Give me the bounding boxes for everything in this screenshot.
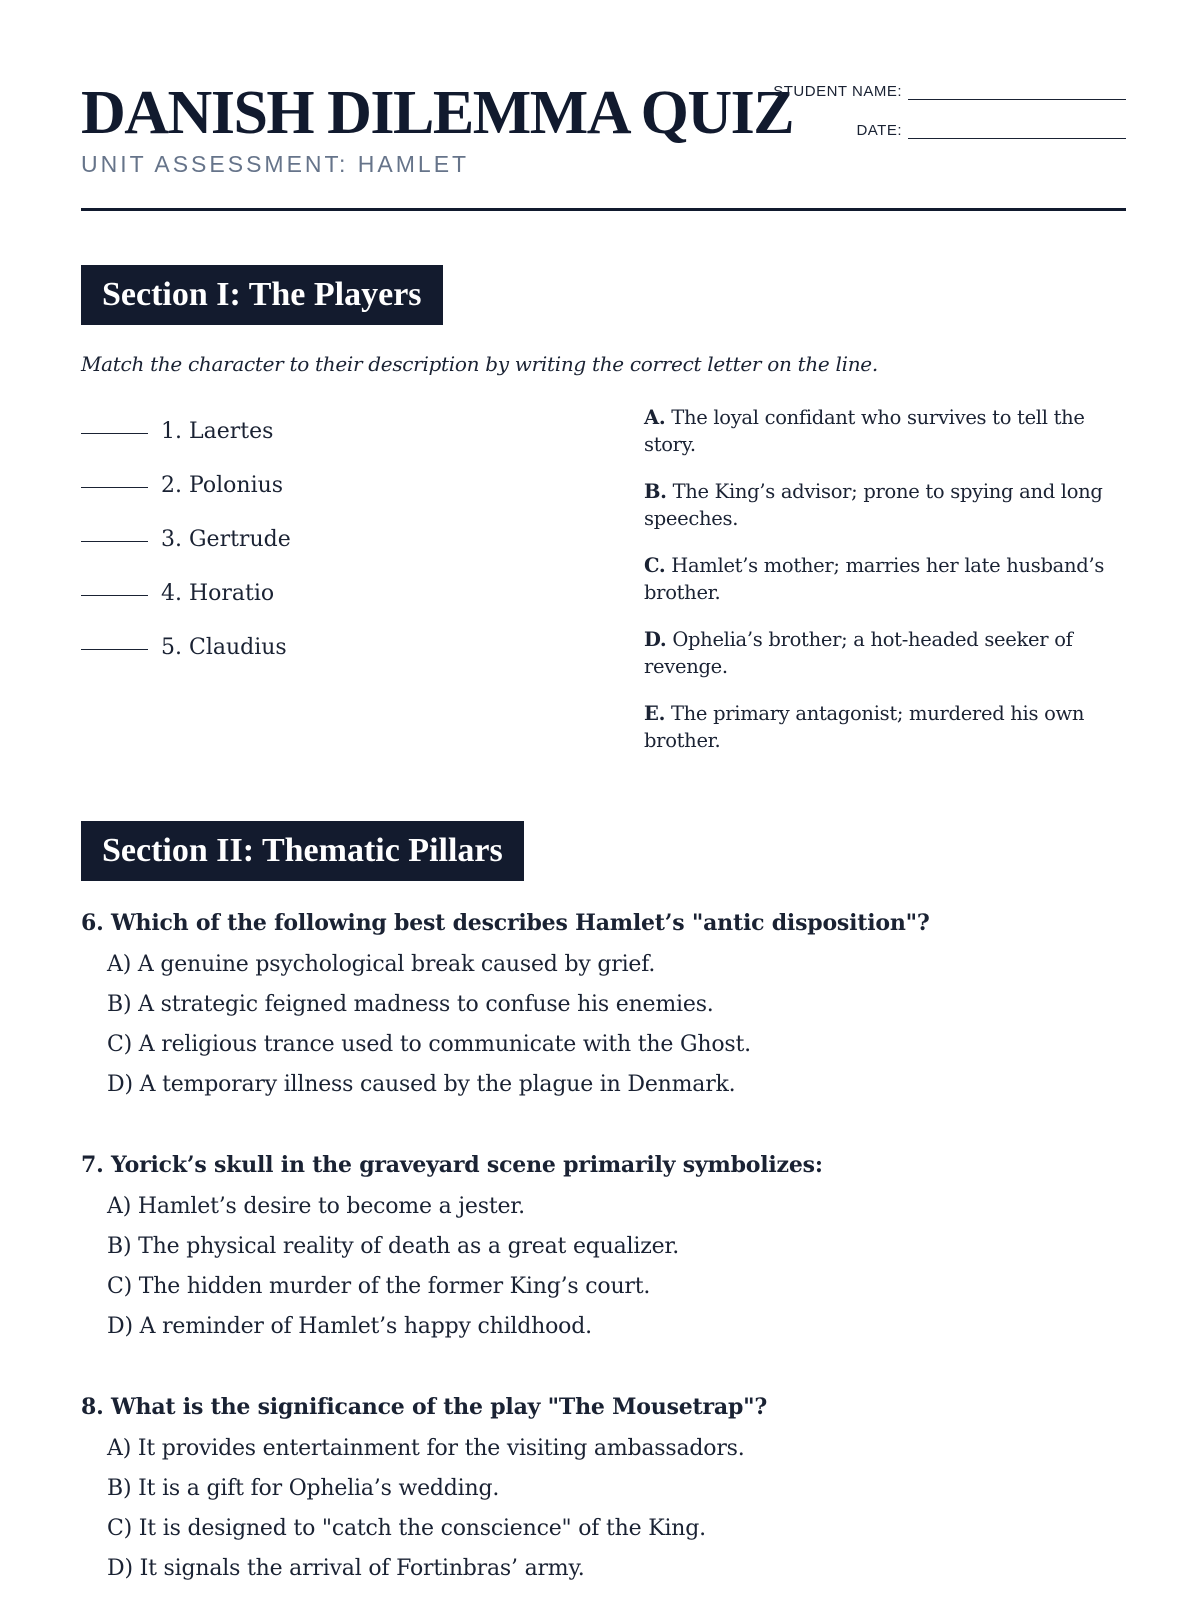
- answer-option[interactable]: B) The physical reality of death as a great equalizer.: [107, 1234, 680, 1259]
- description-text: The loyal confidant who survives to tell the story.: [644, 406, 1085, 456]
- question-8: [81, 1394, 767, 1592]
- description-letter: B.: [644, 480, 667, 503]
- character-name: 2. Polonius: [161, 472, 284, 498]
- answer-option[interactable]: C) A religious trance used to communicate with the Ghost.: [107, 1032, 751, 1057]
- description-list: [644, 404, 1114, 774]
- description-item: [644, 404, 1114, 458]
- description-text: The primary antagonist; murdered his own brother.: [644, 702, 1085, 752]
- answer-blank[interactable]: [81, 541, 148, 542]
- description-item: [644, 700, 1114, 754]
- answer-blank[interactable]: [81, 487, 148, 488]
- section-1-heading: Section I: The Players: [81, 265, 443, 325]
- answer-option[interactable]: D) A reminder of Hamlet’s happy childhood.: [107, 1314, 592, 1339]
- answer-option[interactable]: A) Hamlet’s desire to become a jester.: [107, 1194, 525, 1219]
- character-name: 1. Laertes: [161, 418, 274, 444]
- description-letter: A.: [644, 406, 666, 429]
- question-7: [81, 1152, 823, 1350]
- answer-blank[interactable]: [81, 649, 148, 650]
- quiz-title: DANISH DILEMMA QUIZ: [81, 79, 794, 147]
- section-1-instruction: Match the character to their description by writing the correct letter on the line.: [81, 352, 878, 376]
- date-label: DATE:: [856, 122, 902, 139]
- character-list: [81, 404, 291, 674]
- character-item: [81, 620, 291, 674]
- answer-blank[interactable]: [81, 433, 148, 434]
- answer-option[interactable]: D) A temporary illness caused by the plague in Denmark.: [107, 1072, 736, 1097]
- date-line[interactable]: [908, 124, 1126, 139]
- description-letter: E.: [644, 702, 666, 725]
- description-text: Ophelia’s brother; a hot-headed seeker of revenge.: [644, 628, 1073, 678]
- answer-option[interactable]: C) It is designed to "catch the conscience" of the King.: [107, 1516, 706, 1541]
- answer-option[interactable]: B) It is a gift for Ophelia’s wedding.: [107, 1476, 500, 1501]
- answer-option[interactable]: A) It provides entertainment for the visiting ambassadors.: [107, 1436, 745, 1461]
- character-item: [81, 458, 291, 512]
- answer-option[interactable]: C) The hidden murder of the former King’s court.: [107, 1274, 651, 1299]
- quiz-page: [81, 0, 1126, 1581]
- character-name: 3. Gertrude: [161, 526, 291, 552]
- character-item: [81, 404, 291, 458]
- answer-blank[interactable]: [81, 595, 148, 596]
- answer-option[interactable]: B) A strategic feigned madness to confuse his enemies.: [107, 992, 714, 1017]
- description-item: [644, 626, 1114, 680]
- question-text: 6. Which of the following best describes Hamlet’s "antic disposition"?: [81, 910, 930, 936]
- student-name-line[interactable]: [908, 85, 1126, 100]
- student-name-label: STUDENT NAME:: [773, 83, 902, 100]
- question-text: 8. What is the significance of the play "The Mousetrap"?: [81, 1394, 768, 1420]
- description-letter: C.: [644, 554, 666, 577]
- answer-option[interactable]: D) It signals the arrival of Fortinbras’ army.: [107, 1556, 585, 1581]
- header-divider: [81, 208, 1126, 211]
- quiz-subtitle: UNIT ASSESSMENT: HAMLET: [81, 151, 470, 177]
- answer-option[interactable]: A) A genuine psychological break caused by grief.: [107, 952, 656, 977]
- character-item: [81, 566, 291, 620]
- character-name: 4. Horatio: [161, 580, 275, 606]
- quiz-header: [81, 0, 1126, 212]
- description-item: [644, 478, 1114, 532]
- question-text: 7. Yorick’s skull in the graveyard scene primarily symbolizes:: [81, 1152, 823, 1178]
- description-item: [644, 552, 1114, 606]
- date-field[interactable]: [856, 122, 1126, 139]
- student-name-field[interactable]: [773, 83, 1126, 100]
- description-text: The King’s advisor; prone to spying and long speeches.: [644, 480, 1103, 530]
- character-item: [81, 512, 291, 566]
- section-2-heading: Section II: Thematic Pillars: [81, 821, 524, 881]
- description-letter: D.: [644, 628, 667, 651]
- description-text: Hamlet’s mother; marries her late husband’s brother.: [644, 554, 1105, 604]
- question-6: [81, 910, 930, 1108]
- character-name: 5. Claudius: [161, 634, 287, 660]
